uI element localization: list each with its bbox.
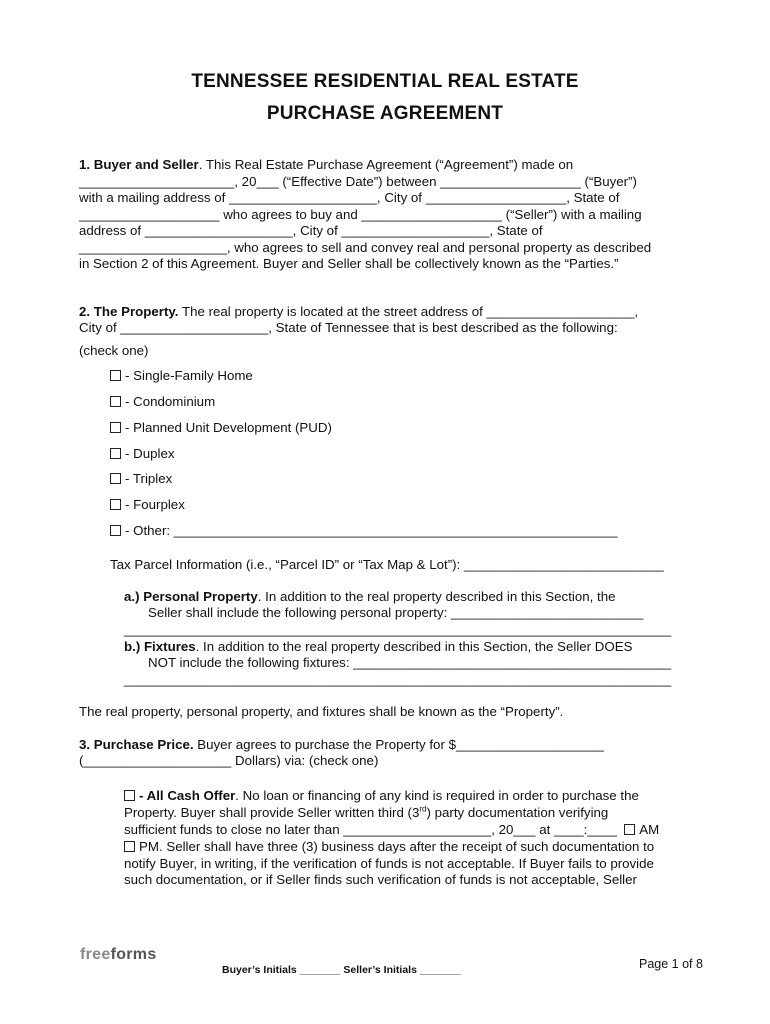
tax-parcel-info: Tax Parcel Information (i.e., “Parcel ID” or “Tax Map & Lot”): ___________________________ bbox=[110, 557, 664, 572]
cash-offer-line2 bbox=[124, 805, 608, 821]
option-single-family bbox=[110, 368, 253, 384]
fixtures-line3: __________________________________________________________________________ bbox=[124, 672, 672, 687]
option-label: - Triplex bbox=[125, 471, 173, 486]
option-label: - Single-Family Home bbox=[125, 368, 253, 383]
checkbox[interactable] bbox=[110, 473, 121, 484]
section3-line1 bbox=[79, 737, 604, 753]
option-label: - Duplex bbox=[125, 446, 175, 461]
section2-heading: 2. The Property. bbox=[79, 304, 179, 319]
pm-checkbox[interactable] bbox=[124, 841, 135, 852]
cash-offer-label: - All Cash Offer bbox=[139, 788, 236, 803]
am-label: AM bbox=[639, 822, 660, 837]
section3-line2: (____________________ Dollars) via: (check one) bbox=[79, 753, 379, 768]
section1-line5: address of ____________________, City of ____________________, State of bbox=[79, 223, 543, 238]
fixtures-line2: NOT include the following fixtures: ___________________________________________ bbox=[148, 655, 672, 670]
cash-offer-line3-text: sufficient funds to close no later than ____________________, 20___ at ____:____ bbox=[124, 822, 617, 837]
section1-heading: 1. Buyer and Seller bbox=[79, 157, 199, 172]
option-condominium bbox=[110, 394, 215, 410]
section3-heading: 3. Purchase Price. bbox=[79, 737, 194, 752]
am-checkbox[interactable] bbox=[624, 824, 635, 835]
personal-property-line2: Seller shall include the following personal property: __________________________ bbox=[148, 605, 644, 620]
option-label: - Other: ____________________________________________________________ bbox=[125, 523, 618, 538]
section2-line1 bbox=[79, 304, 638, 320]
cash-offer-line1-text: . No loan or financing of any kind is required in order to purchase the bbox=[235, 788, 639, 803]
personal-property-line1 bbox=[124, 589, 616, 605]
section2-line2: City of ____________________, State of Tennessee that is best described as the following: bbox=[79, 320, 618, 335]
option-other bbox=[110, 523, 617, 539]
option-label: - Planned Unit Development (PUD) bbox=[125, 420, 332, 435]
cash-offer-line3 bbox=[124, 822, 659, 838]
section1-line7: in Section 2 of this Agreement. Buyer and Seller shall be collectively known as the “Parties.” bbox=[79, 256, 619, 271]
check-one-label: (check one) bbox=[79, 343, 149, 358]
personal-property-label: a.) Personal Property bbox=[124, 589, 258, 604]
document-title-line2: PURCHASE AGREEMENT bbox=[266, 103, 504, 124]
fixtures-line1-text: . In addition to the real property described in this Section, the Seller DOES bbox=[195, 639, 633, 654]
page-number: Page 1 of 8 bbox=[639, 957, 703, 971]
section1-line2: _____________________, 20___ (“Effective Date”) between ___________________ (“Buyer”) bbox=[79, 174, 637, 189]
cash-offer-line2-text: Property. Buyer shall provide Seller written third (3 bbox=[124, 805, 420, 820]
cash-offer-line6: such documentation, or if Seller finds such verification of funds is not acceptable, Seller bbox=[124, 872, 637, 887]
checkbox[interactable] bbox=[110, 396, 121, 407]
initials-line: Buyer’s Initials _______ Seller’s Initials _______ bbox=[222, 964, 461, 976]
cash-offer-line1 bbox=[124, 788, 639, 804]
option-label: - Fourplex bbox=[125, 497, 185, 512]
fixtures-line1 bbox=[124, 639, 633, 655]
checkbox[interactable] bbox=[110, 422, 121, 433]
section1-line3: with a mailing address of ____________________, City of ___________________, State of bbox=[79, 190, 620, 205]
personal-property-line1-text: . In addition to the real property described in this Section, the bbox=[257, 589, 616, 604]
option-pud bbox=[110, 420, 332, 436]
checkbox[interactable] bbox=[124, 790, 135, 801]
option-duplex bbox=[110, 446, 175, 462]
cash-offer-line5: notify Buyer, in writing, if the verification of funds is not acceptable. If Buyer fails to provide bbox=[124, 856, 654, 871]
section3-line1-text: Buyer agrees to purchase the Property for $____________________ bbox=[193, 737, 604, 752]
logo-free-text: free bbox=[80, 946, 111, 963]
personal-property-line3: __________________________________________________________________________ bbox=[124, 622, 672, 637]
option-label: - Condominium bbox=[125, 394, 216, 409]
ordinal-suffix: rd bbox=[419, 804, 427, 814]
checkbox[interactable] bbox=[110, 448, 121, 459]
freeforms-logo bbox=[80, 946, 157, 964]
cash-offer-line4-text: PM. Seller shall have three (3) business days after the receipt of such documentation to bbox=[139, 839, 655, 854]
section1-line1-text: . This Real Estate Purchase Agreement (“Agreement”) made on bbox=[198, 157, 574, 172]
property-definition: The real property, personal property, and fixtures shall be known as the “Property”. bbox=[79, 704, 564, 719]
checkbox[interactable] bbox=[110, 525, 121, 536]
section1-line1 bbox=[79, 157, 573, 173]
logo-forms-text: forms bbox=[110, 946, 157, 963]
checkbox[interactable] bbox=[110, 370, 121, 381]
checkbox[interactable] bbox=[110, 499, 121, 510]
cash-offer-line2-text-end: ) party documentation verifying bbox=[426, 805, 609, 820]
option-fourplex bbox=[110, 497, 185, 513]
document-title-line1: TENNESSEE RESIDENTIAL REAL ESTATE bbox=[191, 71, 579, 92]
fixtures-label: b.) Fixtures bbox=[124, 639, 196, 654]
section1-line6: ____________________, who agrees to sell and convey real and personal property as described bbox=[79, 240, 652, 255]
section2-line1-text: The real property is located at the street address of ____________________, bbox=[178, 304, 639, 319]
option-triplex bbox=[110, 471, 172, 487]
cash-offer-line4 bbox=[124, 839, 654, 855]
section1-line4: ___________________ who agrees to buy and ___________________ (“Seller”) with a mailing bbox=[79, 207, 642, 222]
